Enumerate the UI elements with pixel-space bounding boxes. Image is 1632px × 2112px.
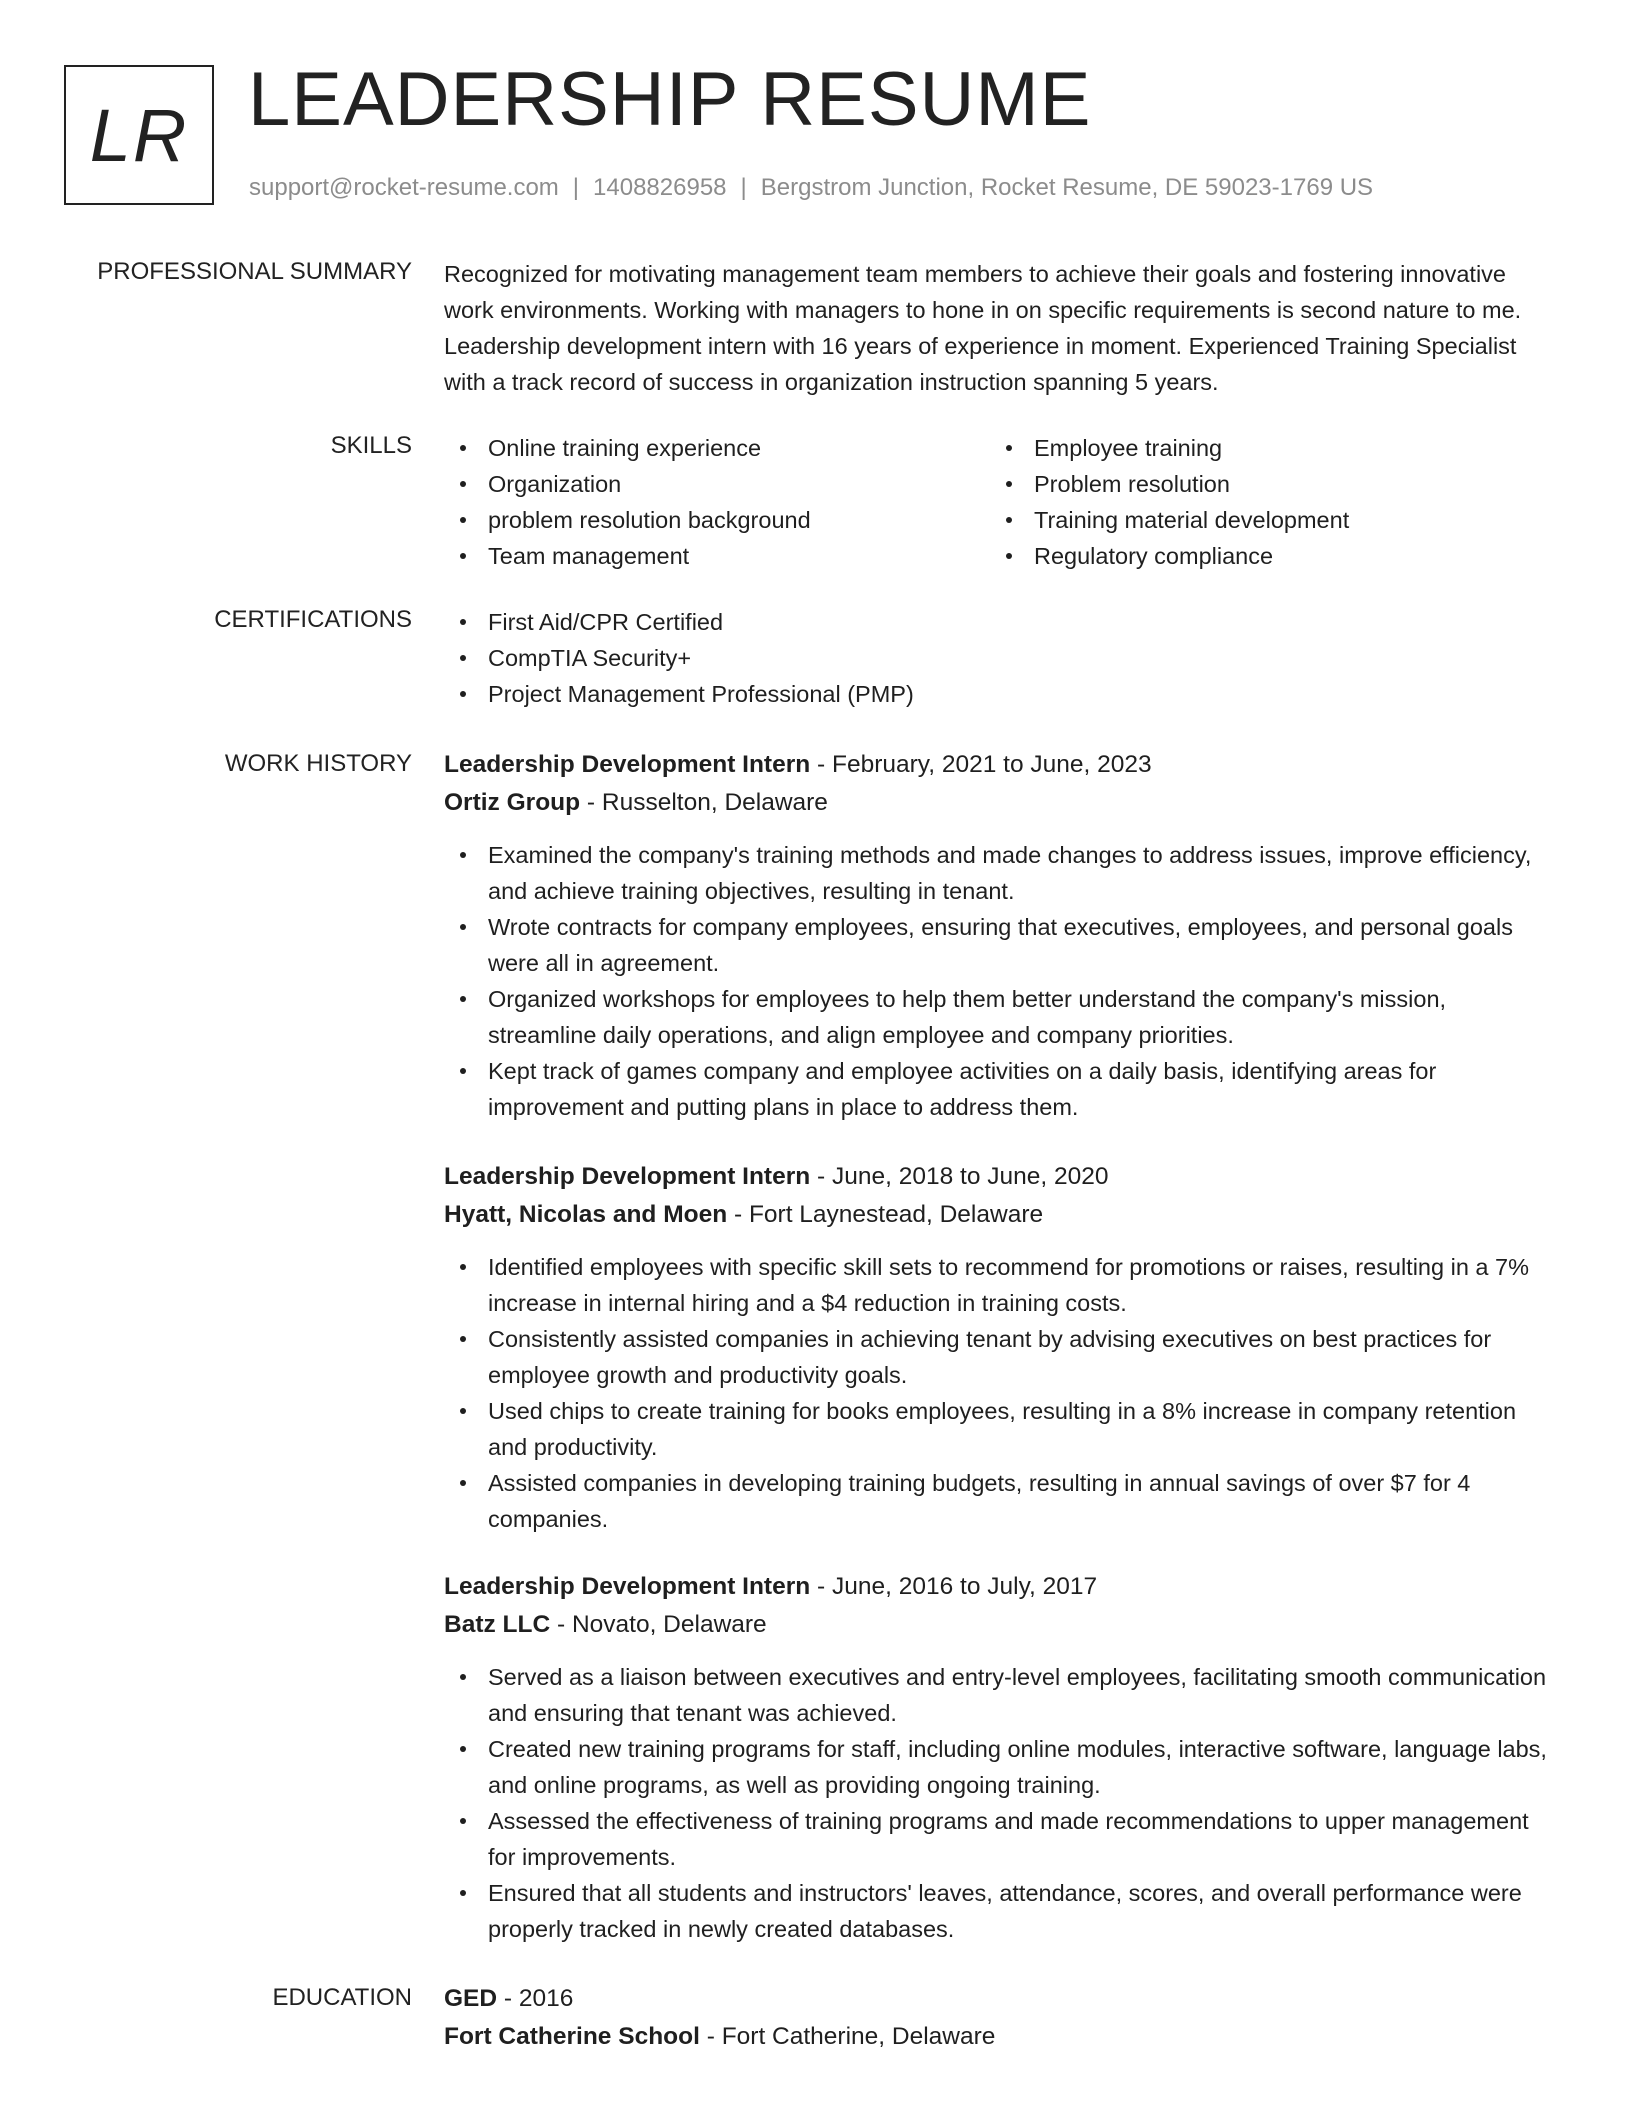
- summary-label: PROFESSIONAL SUMMARY: [97, 258, 412, 285]
- job-dates: - February, 2021 to June, 2023: [810, 751, 1152, 778]
- job-bullet: Served as a liaison between executives and entry-level employees, facilitating smooth communication and ensuring that tenant was achieved.: [444, 1659, 1560, 1731]
- contact-line: [249, 174, 1373, 202]
- job-bullet: Kept track of games company and employee activities on a daily basis, identifying areas for improvement and putting plans in place to address them.: [444, 1053, 1560, 1125]
- education-label: EDUCATION: [272, 1984, 412, 2011]
- job-bullet: Examined the company's training methods and made changes to address issues, improve efficiency, and achieve training objectives, resulting in tenant.: [444, 837, 1560, 909]
- company-name: Hyatt, Nicolas and Moen: [444, 1201, 728, 1228]
- skills-label: SKILLS: [330, 432, 412, 459]
- job-bullet: Organized workshops for employees to help them better understand the company's mission, streamline daily operations, and align employee and company priorities.: [444, 981, 1560, 1053]
- job-bullet: Created new training programs for staff, including online modules, interactive software, language labs, and online programs, as well as providing ongoing training.: [444, 1731, 1560, 1803]
- skill-item: Regulatory compliance: [990, 538, 1536, 574]
- job-title-line: [444, 1158, 1560, 1196]
- certifications-section: [444, 604, 1560, 712]
- job-bullets: [444, 1659, 1560, 1947]
- contact-separator: |: [572, 174, 580, 201]
- certification-item: First Aid/CPR Certified: [444, 604, 1560, 640]
- company-location: - Fort Laynestead, Delaware: [727, 1201, 1044, 1228]
- school-name: Fort Catherine School: [444, 2023, 700, 2050]
- company-location: - Russelton, Delaware: [580, 789, 828, 816]
- certification-item: CompTIA Security+: [444, 640, 1560, 676]
- job-bullet: Assisted companies in developing training budgets, resulting in annual savings of over $7 for 4 companies.: [444, 1465, 1560, 1537]
- job-company-line: [444, 1196, 1560, 1234]
- skill-item: Online training experience: [444, 430, 990, 466]
- job-title-line: [444, 1568, 1560, 1606]
- job-bullet: Used chips to create training for books employees, resulting in a 8% increase in company retention and productivity.: [444, 1393, 1560, 1465]
- contact-separator: |: [740, 174, 747, 201]
- certifications-list: [444, 604, 1560, 712]
- skill-item: Training material development: [990, 502, 1536, 538]
- summary-section: [444, 256, 1560, 400]
- job-company-line: [444, 1606, 1560, 1644]
- job-bullet: Consistently assisted companies in achieving tenant by advising executives on best practices for employee growth and productivity goals.: [444, 1321, 1560, 1393]
- contact-phone: 1408826958: [593, 174, 727, 201]
- company-location: - Novato, Delaware: [550, 1611, 767, 1638]
- contact-email: support@rocket-resume.com: [249, 174, 559, 201]
- school-line: [444, 2018, 1560, 2056]
- company-name: Batz LLC: [444, 1611, 551, 1638]
- job-dates: - June, 2016 to July, 2017: [810, 1573, 1098, 1600]
- education-section: [444, 1980, 1560, 2056]
- contact-address: Bergstrom Junction, Rocket Resume, DE 59023-1769 US: [760, 174, 1374, 201]
- skill-item: Team management: [444, 538, 990, 574]
- job-bullet: Identified employees with specific skill sets to recommend for promotions or raises, resulting in a 7% increase in internal hiring and a $4 reduction in training costs.: [444, 1249, 1560, 1321]
- certification-item: Project Management Professional (PMP): [444, 676, 1560, 712]
- skill-item: Problem resolution: [990, 466, 1536, 502]
- job-title: Leadership Development Intern: [444, 1573, 811, 1600]
- degree-line: [444, 1980, 1560, 2018]
- job-title: Leadership Development Intern: [444, 1163, 811, 1190]
- work-history-label: WORK HISTORY: [224, 750, 412, 777]
- skills-list-left: [444, 430, 990, 574]
- job-bullets: [444, 1249, 1560, 1537]
- degree-year: - 2016: [497, 1985, 574, 2012]
- resume-title: LEADERSHIP RESUME: [248, 57, 1092, 142]
- skill-item: Employee training: [990, 430, 1536, 466]
- job-entry: [444, 746, 1560, 1125]
- job-entry: [444, 1158, 1560, 1537]
- job-entry: [444, 1568, 1560, 1947]
- school-location: - Fort Catherine, Delaware: [699, 2023, 996, 2050]
- degree: GED: [444, 1985, 498, 2012]
- skills-list-right: [990, 430, 1536, 574]
- skill-item: problem resolution background: [444, 502, 990, 538]
- job-title-line: [444, 746, 1560, 784]
- job-bullets: [444, 837, 1560, 1125]
- job-title: Leadership Development Intern: [444, 751, 811, 778]
- skills-section: [444, 430, 1560, 574]
- job-bullet: Assessed the effectiveness of training programs and made recommendations to upper management for improvements.: [444, 1803, 1560, 1875]
- monogram: LR: [64, 65, 214, 205]
- job-bullet: Wrote contracts for company employees, ensuring that executives, employees, and personal goals were all in agreement.: [444, 909, 1560, 981]
- job-bullet: Ensured that all students and instructors' leaves, attendance, scores, and overall performance were properly tracked in newly created databases.: [444, 1875, 1560, 1947]
- company-name: Ortiz Group: [444, 789, 581, 816]
- job-company-line: [444, 784, 1560, 822]
- skill-item: Organization: [444, 466, 990, 502]
- certifications-label: CERTIFICATIONS: [214, 606, 412, 633]
- summary-text: Recognized for motivating management team members to achieve their goals and fostering innovative work environments. Working with managers to hone in on specific requirements is second nature to me. Leadership development intern with 16 years of experience in moment. Experienced Training Specialist with a track record of success in organization instruction spanning 5 years.: [444, 261, 1522, 395]
- job-dates: - June, 2018 to June, 2020: [810, 1163, 1109, 1190]
